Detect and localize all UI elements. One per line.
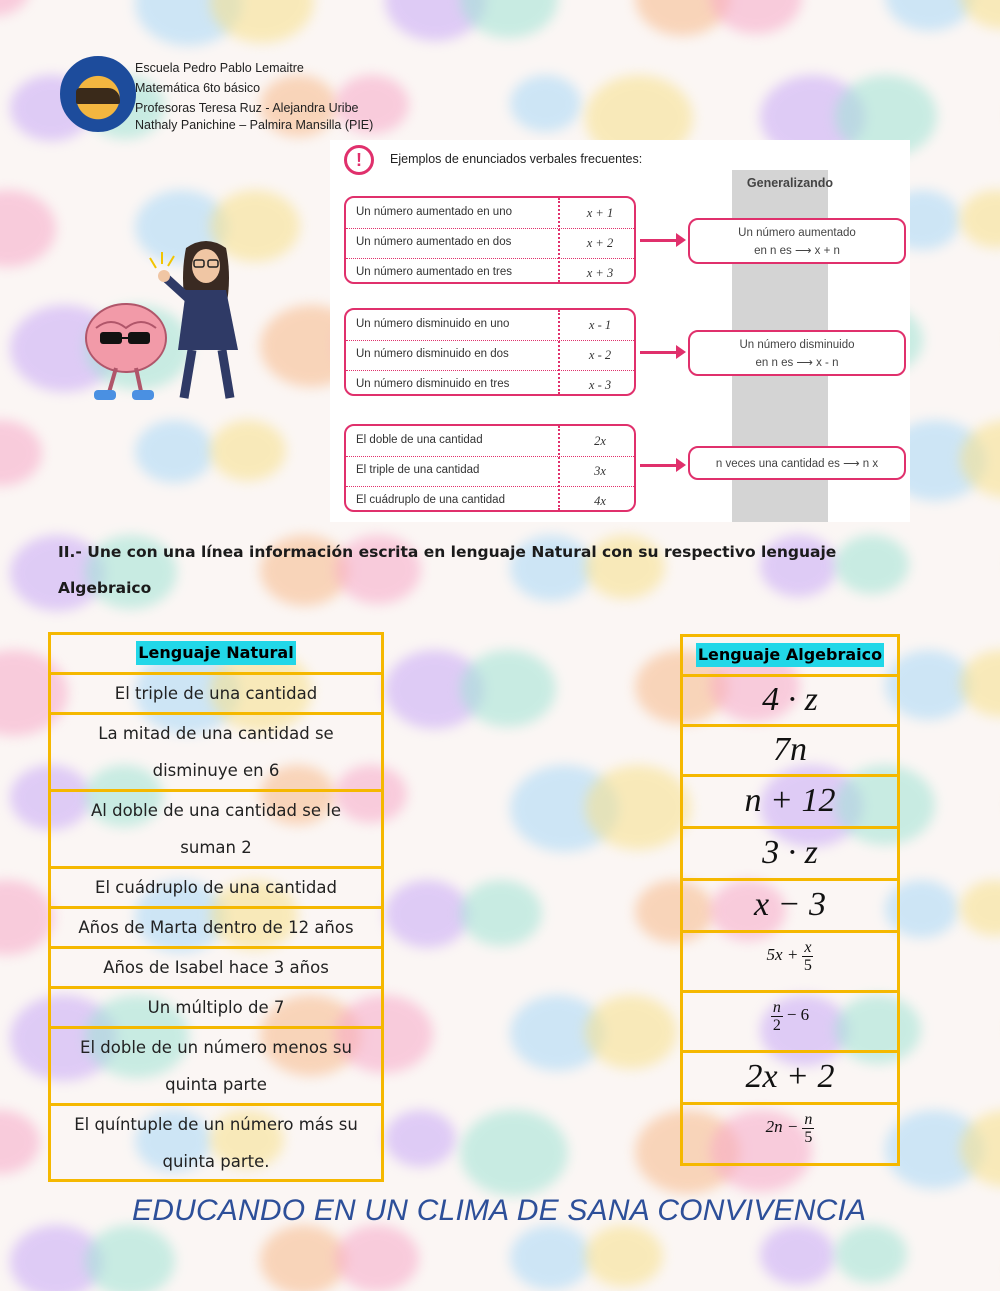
watercolor-blob [835,1225,907,1283]
arrow-right-icon [640,239,682,242]
teacher-and-brain-illustration [76,228,276,408]
algebraic-language-table [680,634,900,1166]
watercolor-blob [960,650,1000,717]
example-row: Un número disminuido en dos x - 2 [346,340,634,371]
example-row: Un número disminuido en uno x - 1 [346,310,634,341]
natural-row[interactable]: El triple de una cantidad [51,675,381,715]
generalizing-title: Generalizando [746,176,834,190]
natural-language-table [48,632,384,1182]
watercolor-blob [460,0,558,38]
example-row: Un número aumentado en tres x + 3 [356,266,614,280]
watercolor-blob [885,0,974,31]
instruction-line-1: II.- Une con una línea información escrita en lenguaje Natural con su respectivo lenguaje [58,543,837,561]
algebraic-row[interactable]: 2x + 2 [683,1053,897,1105]
generalization-box: Un número disminuido en n es ⟶ x - n [688,330,906,376]
watercolor-blob [0,880,54,955]
arrow-right-icon [640,464,682,467]
watercolor-blob [85,1225,175,1291]
watercolor-blob [0,420,42,486]
algebraic-row[interactable]: n + 12 [683,777,897,829]
watercolor-blob [385,1110,456,1167]
watercolor-blob [585,765,691,850]
algebraic-row[interactable]: x − 3 [683,881,897,933]
exclamation-icon: ! [344,145,374,175]
watercolor-blob [960,190,1000,248]
natural-row[interactable]: Años de Marta dentro de 12 años [51,909,381,949]
natural-row[interactable]: El doble de un número menos su quinta parte [51,1029,381,1106]
watercolor-blob [460,650,556,727]
panel-title: Ejemplos de enunciados verbales frecuentes: [390,152,643,166]
watercolor-blob [585,995,677,1069]
natural-row[interactable]: El cuádruplo de una cantidad [51,869,381,909]
watercolor-blob [460,880,542,946]
watercolor-blob [760,1225,835,1285]
watercolor-blob [260,1225,347,1291]
watercolor-blob [210,420,286,481]
school-logo [60,56,136,132]
watercolor-blob [510,75,581,132]
examples-group [344,196,636,284]
natural-table-header: Lenguaje Natural [51,635,381,675]
example-row: El doble de una cantidad 2x [346,426,634,457]
pie-teachers: Nathaly Panichine – Palmira Mansilla (PIE) [135,118,374,132]
algebraic-row[interactable]: 2n − $\frac{n}{5}$ [765,1111,813,1146]
watercolor-blob [960,880,1000,936]
examples-group [344,424,636,512]
teachers: Profesoras Teresa Ruz - Alejandra Uribe [135,101,359,115]
instruction-line-2: Algebraico [58,579,152,597]
algebraic-row[interactable]: 3 · z [683,829,897,881]
course-name: Matemática 6to básico [135,81,261,95]
example-row: Un número disminuido en tres x - 3 [356,378,612,392]
algebraic-table-header: Lenguaje Algebraico [683,637,897,677]
watercolor-blob [0,190,56,267]
examples-group [344,308,636,396]
watercolor-blob [460,1110,568,1196]
watercolor-blob [710,0,802,34]
example-row: Un número aumentado en uno x + 1 [346,198,634,229]
watercolor-blob [510,1225,591,1290]
watercolor-blob [0,0,30,16]
natural-row[interactable]: La mitad de una cantidad se disminuye en 6 [51,715,381,792]
school-name: Escuela Pedro Pablo Lemaitre [135,61,304,75]
algebraic-row[interactable]: 4 · z [683,677,897,727]
natural-row[interactable]: El quíntuple de un número más su quinta parte. [74,1115,358,1171]
school-header [135,58,373,135]
watercolor-blob [135,420,214,483]
instruction [58,534,938,606]
natural-row[interactable]: Años de Isabel hace 3 años [51,949,381,989]
natural-row[interactable]: Al doble de una cantidad se le suman 2 [51,792,381,869]
algebraic-row[interactable]: 5x + $\frac{x}{5}$ [683,933,897,993]
watercolor-blob [210,0,314,43]
generalization-box: Un número aumentado en n es ⟶ x + n [688,218,906,264]
watercolor-blob [335,1225,419,1291]
examples-panel [330,140,910,522]
arrow-right-icon [640,351,682,354]
watercolor-blob [0,1110,40,1174]
natural-row[interactable]: Un múltiplo de 7 [51,989,381,1029]
algebraic-row[interactable]: $\frac{n}{2}$ − 6 [683,993,897,1053]
example-row: El triple de una cantidad 3x [346,456,634,487]
footer-motto: EDUCANDO EN UN CLIMA DE SANA CONVIVENCIA [132,1194,867,1227]
example-row: Un número aumentado en dos x + 2 [346,228,634,259]
generalization-box: n veces una cantidad es ⟶ n x [688,446,906,480]
watercolor-blob [385,880,470,948]
watercolor-blob [585,1225,663,1287]
algebraic-row[interactable]: 7n [683,727,897,777]
example-row: El cuádruplo de una cantidad 4x [356,494,606,508]
